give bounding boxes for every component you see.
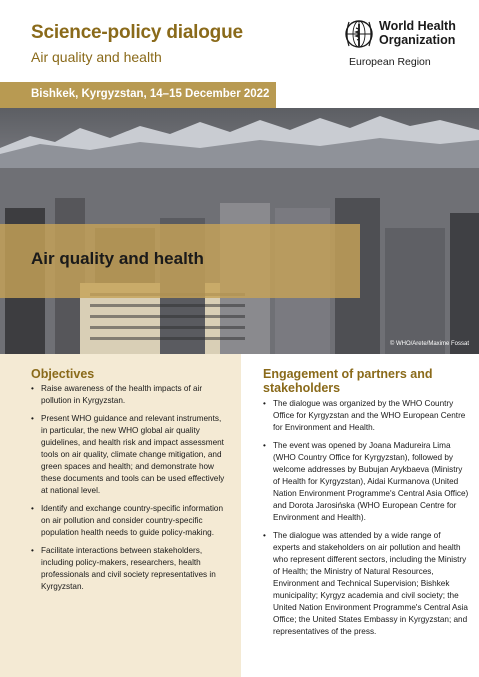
hero-photo <box>0 108 479 354</box>
page-title: Science-policy dialogue <box>31 22 243 43</box>
engagement-item: • The event was opened by Joana Madureira Lima (WHO Country Office for Kyrgyzstan), followed by welcome addresses by Bubujan Arykbaeva (Ministry of Health for Kyrgyzstan), Aidai Kurmanova (United Nation Environment Programme's Central Asia Office) and Dorota Jarosińska (WHO European Centre for Environment and Health). <box>263 440 469 524</box>
objectives-section <box>0 354 241 677</box>
who-logo <box>343 18 473 70</box>
objectives-list <box>31 383 229 599</box>
logo-text-line1: World Health <box>379 19 456 33</box>
hero-banner-title: Air quality and health <box>31 249 204 268</box>
event-bar <box>0 82 276 108</box>
page-subtitle: Air quality and health <box>31 49 162 65</box>
engagement-list <box>263 398 469 644</box>
event-location-date: Bishkek, Kyrgyzstan, 14–15 December 2022 <box>31 88 270 100</box>
objectives-item: • Facilitate interactions between stakeholders, including policy-makers, researchers, health professionals and civil society representatives in Kyrgyzstan. <box>31 545 229 593</box>
page-header <box>0 0 479 80</box>
objectives-heading: Objectives <box>31 367 95 381</box>
objectives-item: • Present WHO guidance and relevant instruments, in particular, the new WHO global air quality guidelines, and health risk and impact assessment tools on air quality, climate change mitigation, and green spaces and health; and demonstrate how these documents and tools can be used effectively at national level. <box>31 413 229 497</box>
photo-credit: © WHO/Arete/Maxime Fossat <box>389 341 469 347</box>
engagement-item: • The dialogue was organized by the WHO Country Office for Kyrgyzstan and the WHO European Centre for Environment and Health. <box>263 398 469 434</box>
logo-text-line2: Organization <box>379 33 456 47</box>
logo-region: European Region <box>349 56 431 68</box>
engagement-section <box>241 354 479 677</box>
who-emblem-icon <box>343 18 375 50</box>
objectives-item: • Raise awareness of the health impacts of air pollution in Kyrgyzstan. <box>31 383 229 407</box>
engagement-heading: Engagement of partners and stakeholders <box>263 367 433 395</box>
hero-banner <box>0 224 360 298</box>
engagement-item: • The dialogue was attended by a wide range of experts and stakeholders on air pollution and health who represent different sectors, including the Ministry of Health; the Ministry of Natural Resources, Environment and Technical Supervision; Bishkek municipality; Kyrgyz academia and civil society; the United Nation Environment Programme's Central Asia Office; the United States Embassy in Kyrgyzstan; and representatives of the press. <box>263 530 469 638</box>
objectives-item: • Identify and exchange country-specific information on air pollution and consider country-specific population health needs to guide policy-making. <box>31 503 229 539</box>
